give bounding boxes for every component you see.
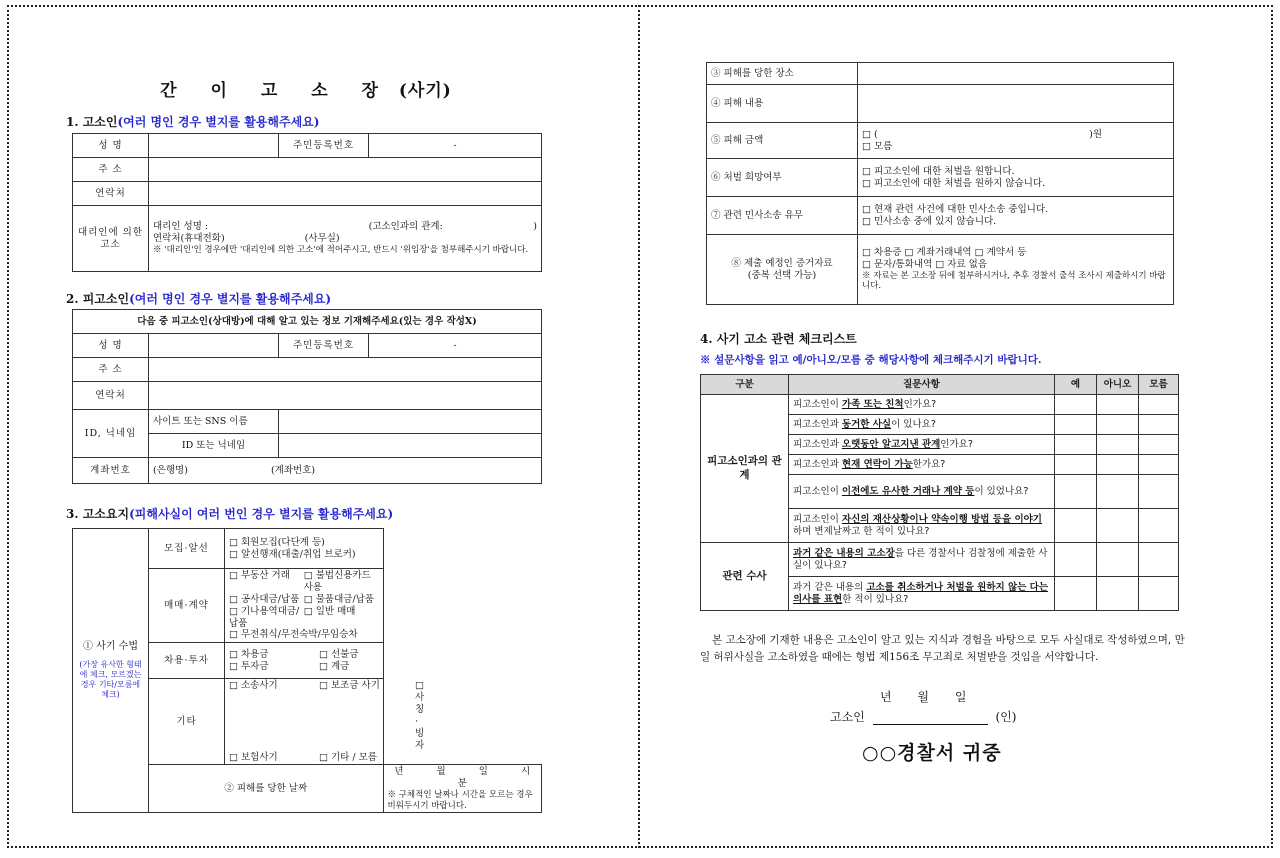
option-other-unknown[interactable]: □ 기타 / 모름 <box>319 751 377 763</box>
section1-heading <box>66 113 319 130</box>
label-amount: ⑤ 피해 금액 <box>707 123 858 159</box>
signer-label: 고소인 <box>830 710 865 724</box>
question-prior-deals: 피고소인이 이전에도 유사한 거래나 계약 등이 있었나요? <box>789 475 1055 509</box>
account-number-label: (계좌번호) <box>270 464 316 476</box>
option-investment[interactable]: □ 투자금 <box>229 660 269 672</box>
answer-unknown[interactable] <box>1139 435 1179 455</box>
accused-banner: 다음 중 피고소인(상대방)에 대해 알고 있는 정보 기재해주세요(있는 경우 작성X) <box>73 310 542 334</box>
label-site: 사이트 또는 SNS 이름 <box>149 410 279 434</box>
answer-no[interactable] <box>1097 415 1139 435</box>
evidence-label-cell <box>707 235 858 305</box>
option-borrowed[interactable]: □ 차용금 <box>229 648 269 660</box>
agent-info-cell[interactable] <box>149 206 542 272</box>
agent-relation-label: (고소인과의 관계: <box>368 221 443 233</box>
option-construction[interactable]: □ 공사대금/납품 <box>229 593 300 605</box>
answer-yes[interactable] <box>1055 395 1097 415</box>
category-recruit: 모집·알선 <box>149 529 225 569</box>
answer-no[interactable] <box>1097 395 1139 415</box>
place-field[interactable] <box>858 63 1174 85</box>
title-suffix: (사기) <box>398 81 452 101</box>
method-note: (가장 유사한 형태에 체크, 모르겠는 경우 기타/모름에 체크) <box>79 659 142 699</box>
answer-yes[interactable] <box>1055 415 1097 435</box>
complainant-name-field[interactable] <box>149 134 279 158</box>
col-no: 아니오 <box>1097 375 1139 395</box>
accused-table <box>72 309 542 484</box>
label-place: ③ 피해를 당한 장소 <box>707 63 858 85</box>
answer-unknown[interactable] <box>1139 577 1179 611</box>
category-trade: 매매·계약 <box>149 569 225 643</box>
punish-cell <box>858 159 1174 197</box>
question-financial-claims: 피고소인이 자신의 재산상황이나 약속이행 방법 등을 이야기하며 변제날짜고 한 적이 있나요? <box>789 509 1055 543</box>
answer-no[interactable] <box>1097 475 1139 509</box>
amount-unit: )원 <box>1089 128 1102 140</box>
evidence-cell <box>858 235 1174 305</box>
agent-office-label: (사무실) <box>304 233 340 245</box>
document-title <box>66 76 546 101</box>
group-investigation: 관련 수사 <box>701 543 789 611</box>
date-cell[interactable] <box>383 765 542 813</box>
agent-note: ※ '대리인'인 경우에만 '대리인에 의한 고소'에 적어주시고, 반드시 '위임장'을 첨부해주시기 바랍니다. <box>153 245 529 256</box>
category-other: 기타 <box>149 679 225 765</box>
label-id-nick: ID, 닉네임 <box>73 410 149 458</box>
title-main: 간 이 고 소 장 <box>160 81 392 101</box>
answer-no[interactable] <box>1097 455 1139 475</box>
section3-note: (피해사실이 여러 번인 경우 별지를 활용해주세요) <box>129 507 394 521</box>
label-contact: 연락처 <box>73 382 149 410</box>
agent-phone-label: 연락처(휴대전화) <box>153 233 225 245</box>
recruit-options <box>225 529 384 569</box>
trade-options <box>225 569 384 643</box>
section2-title: 2. 피고소인 <box>66 292 130 306</box>
amount-cell <box>858 123 1174 159</box>
damage-table <box>706 62 1174 305</box>
option-broker[interactable]: □ 알선행재(대출/취업 브로커) <box>229 548 356 560</box>
col-question: 질문사항 <box>789 375 1055 395</box>
option-impersonation[interactable]: □ 사칭·빙자 <box>415 680 425 751</box>
answer-yes[interactable] <box>1055 543 1097 577</box>
option-real-estate[interactable]: □ 부동산 거래 <box>229 570 290 581</box>
option-goods[interactable]: □ 물품대금/납품 <box>303 593 375 605</box>
answer-unknown[interactable] <box>1139 509 1179 543</box>
page-divider <box>638 5 640 848</box>
col-category: 구분 <box>701 375 789 395</box>
answer-yes[interactable] <box>1055 455 1097 475</box>
method-cell <box>73 529 149 813</box>
other-options <box>225 679 425 765</box>
label-rrn: 주민등록번호 <box>279 334 369 358</box>
section2-note: (여러 명인 경우 별지를 활용해주세요) <box>129 292 332 306</box>
answer-unknown[interactable] <box>1139 475 1179 509</box>
option-subsidy[interactable]: □ 보조금 사기 <box>319 680 380 692</box>
option-advance[interactable]: □ 선불금 <box>319 648 359 660</box>
accused-name-field[interactable] <box>149 334 279 358</box>
option-member-recruit[interactable]: □ 회원모집(다단계 등) <box>229 536 325 548</box>
group-relationship: 피고소인과의 관계 <box>701 395 789 543</box>
answer-unknown[interactable] <box>1139 455 1179 475</box>
answer-unknown[interactable] <box>1139 543 1179 577</box>
question-long-acquaintance: 피고소인과 오랫동안 알고지낸 관계인가요? <box>789 435 1055 455</box>
label-contact: 연락처 <box>73 182 149 206</box>
seal-label: (인) <box>995 710 1017 724</box>
answer-no[interactable] <box>1097 543 1139 577</box>
answer-no[interactable] <box>1097 435 1139 455</box>
option-illegal-card[interactable]: □ 불법신용카드 사용 <box>303 570 371 593</box>
answer-no[interactable] <box>1097 577 1139 611</box>
question-cohabit: 피고소인과 동거한 사실이 있나요? <box>789 415 1055 435</box>
punish-yes-checkbox[interactable]: □ 피고소인에 대한 처벌을 원합니다. <box>862 165 1015 177</box>
signer-line <box>830 708 1060 725</box>
loan-options <box>225 643 384 679</box>
amount-unknown-checkbox[interactable]: □ 모름 <box>862 140 893 152</box>
category-loan: 차용·투자 <box>149 643 225 679</box>
bank-label: (은행명) <box>153 464 188 476</box>
date-fields: 년 월 일 시 분 <box>394 766 531 790</box>
option-service[interactable]: □ 기나용역대금/납품 <box>229 605 300 629</box>
method-label: ① 사기 수법 <box>83 641 138 653</box>
label-address: 주 소 <box>73 358 149 382</box>
label-account: 계좌번호 <box>73 458 149 484</box>
police-station-addressee: ○○경찰서 귀중 <box>862 742 1002 764</box>
civil-yes-checkbox[interactable]: □ 현재 관련 사건에 대한 민사소송 중입니다. <box>862 203 1049 215</box>
label-punish: ⑥ 처벌 희망여부 <box>707 159 858 197</box>
question-contactable: 피고소인과 현재 연락이 가능한가요? <box>789 455 1055 475</box>
question-withdrawn: 과거 같은 내용의 고소를 취소하거나 처벌을 원하지 않는 다는 의사를 표현한 적이 있나요? <box>789 577 1055 611</box>
option-free-meal[interactable]: □ 무전취식/무전숙박/무임승차 <box>229 629 358 641</box>
signature-date: 년 월 일 <box>880 690 967 704</box>
accused-site-field[interactable] <box>279 410 542 434</box>
evidence-options-1[interactable]: □ 차용증 □ 계좌거래내역 □ 계약서 등 <box>862 247 1027 258</box>
signature-field[interactable] <box>873 713 988 725</box>
punish-no-checkbox[interactable]: □ 피고소인에 대한 처벌을 원하지 않습니다. <box>862 177 1046 189</box>
label-agent: 대리인에 의한 고소 <box>73 206 149 272</box>
col-unknown: 모름 <box>1139 375 1179 395</box>
answer-yes[interactable] <box>1055 475 1097 509</box>
question-family: 피고소인이 가족 또는 친척인가요? <box>789 395 1055 415</box>
agent-relation-close: ) <box>533 221 537 233</box>
answer-yes[interactable] <box>1055 577 1097 611</box>
answer-unknown[interactable] <box>1139 395 1179 415</box>
label-evidence: ⑧ 제출 예정인 증거자료 <box>731 257 833 269</box>
date-label: ② 피해를 당한 날짜 <box>149 765 384 813</box>
accused-id-field[interactable] <box>279 434 542 458</box>
label-content: ④ 피해 내용 <box>707 85 858 123</box>
option-lawsuit[interactable]: □ 소송사기 <box>229 680 278 692</box>
section3-heading <box>66 505 393 522</box>
declaration-text: 본 고소장에 기재한 내용은 고소인이 알고 있는 지식과 경험을 바탕으로 모두 사실대로 작성하였으며, 만일 허위사실을 고소하였을 때에는 형법 제156조 무고죄로 처벌받을 것임을 서약합니다. <box>700 634 1185 663</box>
option-insurance[interactable]: □ 보험사기 <box>229 751 278 763</box>
answer-no[interactable] <box>1097 509 1139 543</box>
evidence-note: ※ 자료는 본 고소장 뒤에 첨부하시거나, 추후 경찰서 출석 조사시 제출하시기 바랍니다. <box>862 270 1166 292</box>
section2-heading <box>66 290 331 307</box>
civil-no-checkbox[interactable]: □ 민사소송 중에 있지 않습니다. <box>862 215 997 227</box>
answer-unknown[interactable] <box>1139 415 1179 435</box>
amount-checkbox[interactable]: □ ( <box>862 128 878 140</box>
accused-account-field[interactable] <box>149 458 542 484</box>
option-gye[interactable]: □ 계금 <box>319 660 350 672</box>
label-name: 성 명 <box>73 334 149 358</box>
col-yes: 예 <box>1055 375 1097 395</box>
label-name: 성 명 <box>73 134 149 158</box>
accused-address-field[interactable] <box>149 358 542 382</box>
content-field[interactable] <box>858 85 1174 123</box>
label-address: 주 소 <box>73 158 149 182</box>
complainant-table <box>72 133 542 272</box>
fraud-summary-table <box>72 528 542 813</box>
label-evidence-sub: (중복 선택 가능) <box>747 269 817 281</box>
complainant-address-field[interactable] <box>149 158 542 182</box>
complainant-rrn-field[interactable]: - <box>369 134 542 158</box>
agent-name-label: 대리인 성명 : <box>153 221 209 233</box>
accused-rrn-field[interactable]: - <box>369 334 542 358</box>
section4-heading: 4. 사기 고소 관련 체크리스트 <box>700 332 857 346</box>
label-id-or-nick: ID 또는 닉네임 <box>149 434 279 458</box>
option-general-trade[interactable]: □ 일반 매매 <box>303 605 356 617</box>
date-note: ※ 구체적인 날짜나 시간을 모르는 경우 비워두시기 바랍니다. <box>387 790 533 811</box>
evidence-options-2[interactable]: □ 문자/통화내역 □ 자료 없음 <box>862 258 988 270</box>
complainant-contact-field[interactable] <box>149 182 542 206</box>
label-rrn: 주민등록번호 <box>279 134 369 158</box>
accused-contact-field[interactable] <box>149 382 542 410</box>
section4-note: ※ 설문사항을 읽고 예/아니오/모름 중 해당사항에 체크해주시기 바랍니다. <box>700 354 1042 366</box>
answer-yes[interactable] <box>1055 435 1097 455</box>
section3-title: 3. 고소요지 <box>66 507 130 521</box>
label-civil: ⑦ 관련 민사소송 유무 <box>707 197 858 235</box>
answer-yes[interactable] <box>1055 509 1097 543</box>
section1-title: 1. 고소인 <box>66 115 118 129</box>
section1-note: (여러 명인 경우 별지를 활용해주세요) <box>117 115 320 129</box>
checklist-table <box>700 374 1179 611</box>
question-prior-complaint: 과거 같은 내용의 고소장을 다른 경찰서나 검찰청에 제출한 사실이 있나요? <box>789 543 1055 577</box>
civil-cell <box>858 197 1174 235</box>
